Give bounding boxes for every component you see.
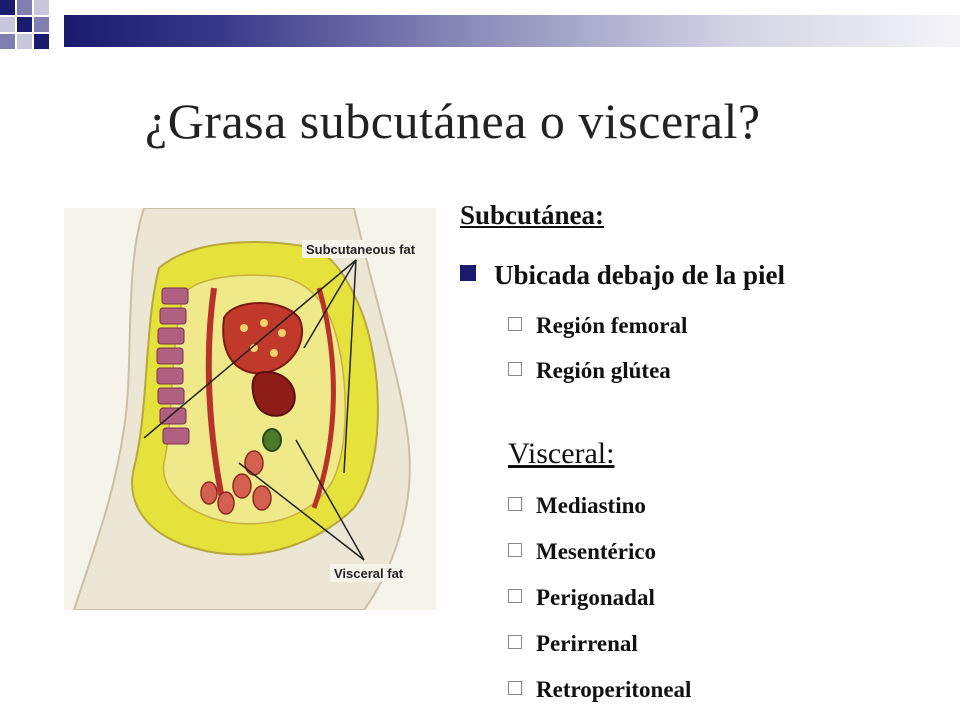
checkbox-bullet-icon (508, 362, 522, 376)
list-item (508, 493, 646, 519)
item-text: Mediastino (536, 493, 646, 518)
label-subcutaneous-fat: Subcutaneous fat (306, 242, 416, 257)
list-item (508, 677, 691, 703)
checkbox-bullet-icon (508, 543, 522, 557)
square-bullet-icon (460, 265, 476, 281)
heading-visceral: Visceral: (508, 437, 615, 470)
list-item (508, 585, 655, 611)
checkbox-bullet-icon (508, 635, 522, 649)
list-item (508, 539, 656, 565)
item-text: Región femoral (536, 313, 688, 338)
checkbox-bullet-icon (508, 589, 522, 603)
list-item (508, 631, 638, 657)
list-item (508, 358, 671, 384)
item-text: Mesentérico (536, 539, 657, 564)
checkbox-bullet-icon (508, 681, 522, 695)
checkbox-bullet-icon (508, 497, 522, 511)
item-text: Retroperitoneal (536, 677, 692, 702)
bullet-main-point (460, 260, 785, 291)
checkbox-bullet-icon (508, 317, 522, 331)
list-item (508, 313, 687, 339)
main-point-text: Ubicada debajo de la piel (494, 260, 786, 290)
item-text: Perigonadal (536, 585, 655, 610)
anatomy-illustration (64, 208, 436, 610)
title-gradient-bar (64, 15, 960, 47)
label-visceral-fat: Visceral fat (334, 566, 404, 581)
slide-title: ¿Grasa subcutánea o visceral? (145, 93, 761, 149)
item-text: Región glútea (536, 358, 671, 383)
top-banner (0, 0, 960, 60)
item-text: Perirrenal (536, 631, 638, 656)
heading-subcutanea: Subcutánea: (460, 200, 605, 230)
